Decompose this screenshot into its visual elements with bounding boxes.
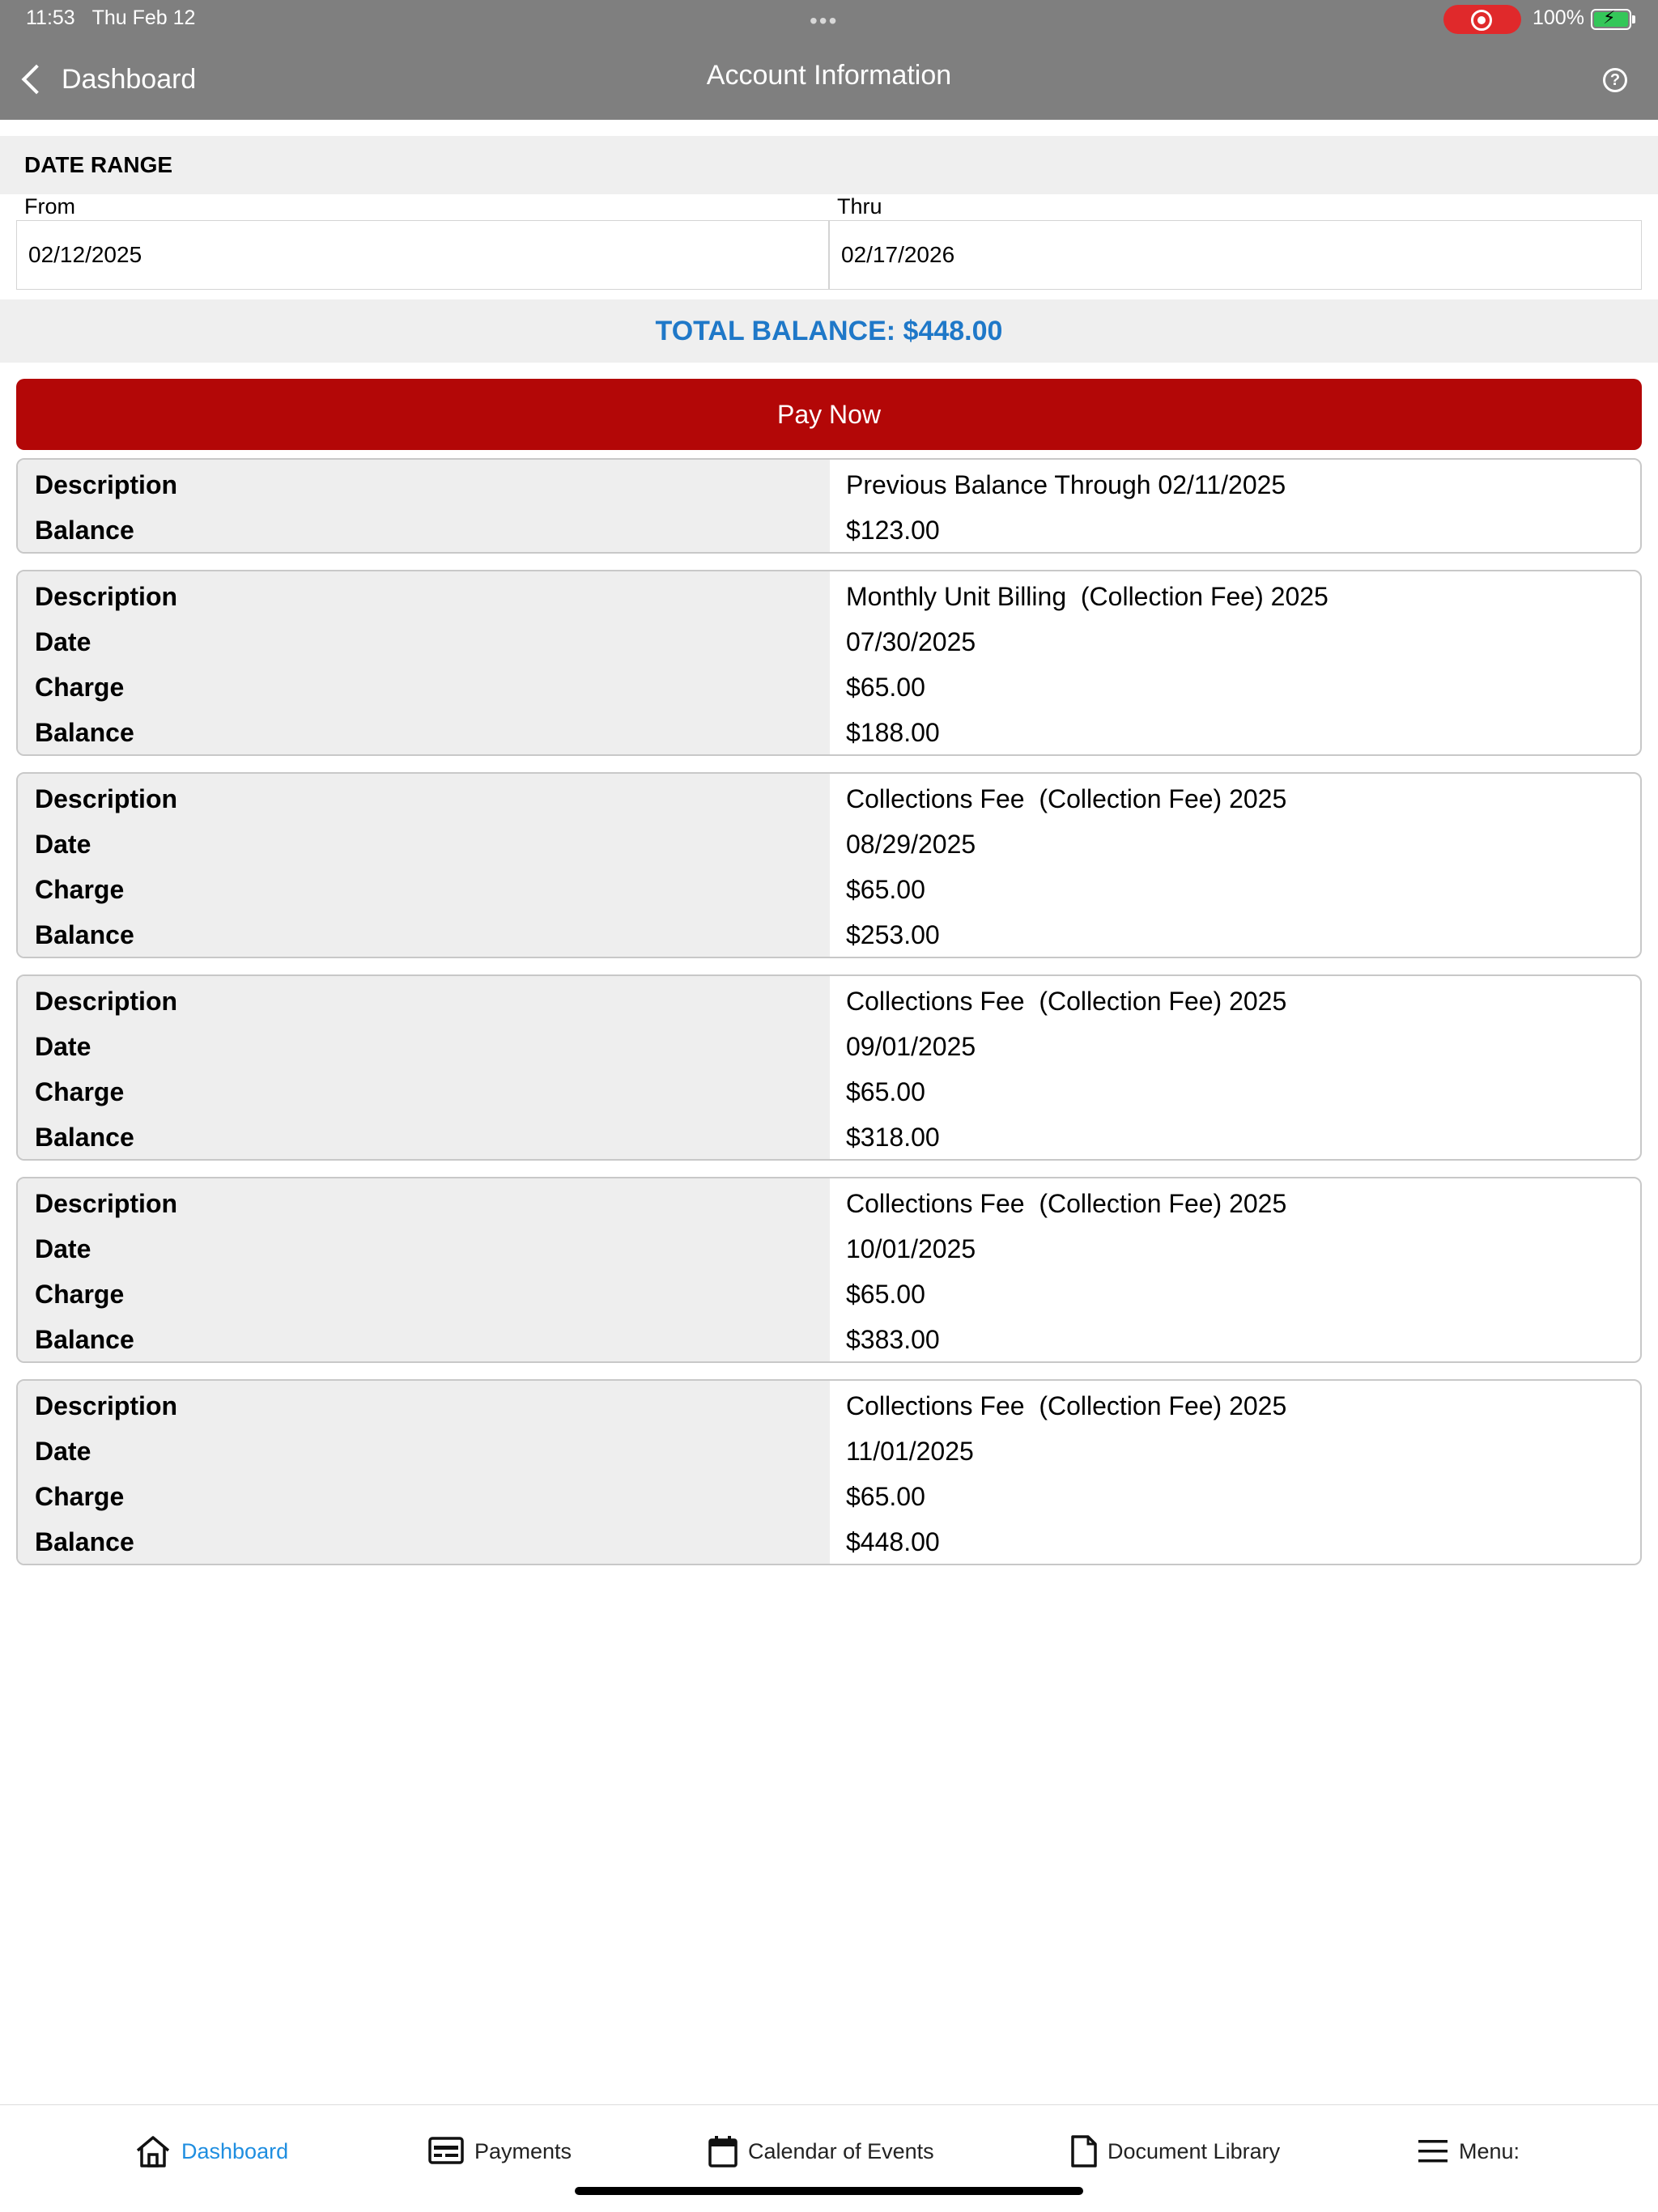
back-label: Dashboard (62, 63, 197, 95)
date-label: Date (35, 830, 91, 859)
payments-icon (427, 2135, 465, 2167)
balance-label: Balance (35, 516, 134, 545)
tab-dashboard-label: Dashboard (181, 2138, 289, 2163)
description-value: Monthly Unit Billing (Collection Fee) 2025 (846, 582, 1329, 611)
description-value: Collections Fee (Collection Fee) 2025 (846, 1391, 1287, 1420)
total-balance: TOTAL BALANCE: $448.00 (655, 316, 1003, 346)
pay-now-button[interactable]: Pay Now (16, 379, 1642, 450)
calendar-icon (708, 2134, 738, 2168)
date-label: Date (35, 1234, 91, 1263)
transaction-card (16, 1379, 1642, 1565)
date-value: 08/29/2025 (846, 830, 976, 859)
battery-icon: ⚡ (1591, 9, 1631, 30)
top-bar (0, 0, 1658, 120)
home-icon (134, 2134, 172, 2168)
charge-label: Charge (35, 875, 125, 904)
balance-value: $383.00 (846, 1325, 940, 1354)
transaction-card (16, 570, 1642, 756)
description-value: Collections Fee (Collection Fee) 2025 (846, 784, 1287, 813)
transaction-card (16, 458, 1642, 554)
from-date-value: 02/12/2025 (28, 242, 142, 267)
thru-label: Thru (837, 194, 882, 219)
balance-value: $318.00 (846, 1123, 940, 1152)
description-label: Description (35, 987, 178, 1016)
description-value: Previous Balance Through 02/11/2025 (846, 470, 1286, 499)
thru-date-value: 02/17/2026 (841, 242, 955, 267)
charge-label: Charge (35, 673, 125, 702)
tab-payments-label: Payments (474, 2138, 572, 2163)
description-value: Collections Fee (Collection Fee) 2025 (846, 987, 1287, 1016)
balance-value: $123.00 (846, 516, 940, 545)
tab-calendar-label: Calendar of Events (748, 2138, 934, 2163)
date-range-header: DATE RANGE (0, 136, 1658, 194)
tab-calendar-of-events[interactable] (708, 2131, 934, 2172)
date-value: 10/01/2025 (846, 1234, 976, 1263)
date-label: Date (35, 1437, 91, 1466)
bottom-tab-bar (0, 2104, 1658, 2212)
description-label: Description (35, 784, 178, 813)
multitask-dots[interactable]: ••• (810, 8, 839, 33)
status-time: 11:53 Thu Feb 12 (26, 6, 196, 29)
date-value: 07/30/2025 (846, 627, 976, 656)
home-indicator[interactable] (575, 2187, 1083, 2195)
page-title: Account Information (706, 60, 952, 91)
hamburger-icon (1417, 2138, 1449, 2165)
record-icon (1471, 10, 1492, 31)
charge-label: Charge (35, 1482, 125, 1511)
document-icon (1070, 2134, 1098, 2168)
total-balance-banner (0, 299, 1658, 363)
battery-percentage: 100% (1533, 6, 1584, 29)
help-icon[interactable]: ? (1603, 68, 1627, 92)
balance-value: $188.00 (846, 718, 940, 747)
balance-value: $448.00 (846, 1527, 940, 1556)
charge-value: $65.00 (846, 673, 925, 702)
charge-label: Charge (35, 1280, 125, 1309)
transaction-card (16, 772, 1642, 958)
tab-payments[interactable] (427, 2131, 572, 2172)
date-label: Date (35, 1032, 91, 1061)
date-value: 11/01/2025 (846, 1437, 974, 1466)
charge-label: Charge (35, 1077, 125, 1106)
date-label: Date (35, 627, 91, 656)
tab-documents-label: Document Library (1107, 2138, 1281, 2163)
description-label: Description (35, 1391, 178, 1420)
screen-record-indicator[interactable] (1443, 5, 1521, 34)
balance-label: Balance (35, 1325, 134, 1354)
charge-value: $65.00 (846, 1280, 925, 1309)
transaction-card (16, 1177, 1642, 1363)
description-label: Description (35, 1189, 178, 1218)
thru-date-field[interactable] (829, 220, 1642, 290)
date-value: 09/01/2025 (846, 1032, 976, 1061)
balance-label: Balance (35, 920, 134, 949)
from-date-field[interactable] (16, 220, 829, 290)
balance-value: $253.00 (846, 920, 940, 949)
charge-value: $65.00 (846, 1077, 925, 1106)
balance-label: Balance (35, 1123, 134, 1152)
balance-label: Balance (35, 1527, 134, 1556)
from-label: From (24, 194, 75, 219)
tab-document-library[interactable] (1070, 2131, 1280, 2172)
description-value: Collections Fee (Collection Fee) 2025 (846, 1189, 1287, 1218)
description-label: Description (35, 470, 178, 499)
charge-value: $65.00 (846, 875, 925, 904)
tab-dashboard[interactable] (134, 2131, 288, 2172)
balance-label: Balance (35, 718, 134, 747)
description-label: Description (35, 582, 178, 611)
transaction-card (16, 974, 1642, 1161)
tab-menu[interactable] (1417, 2131, 1520, 2172)
tab-menu-label: Menu: (1459, 2138, 1520, 2163)
charge-value: $65.00 (846, 1482, 925, 1511)
